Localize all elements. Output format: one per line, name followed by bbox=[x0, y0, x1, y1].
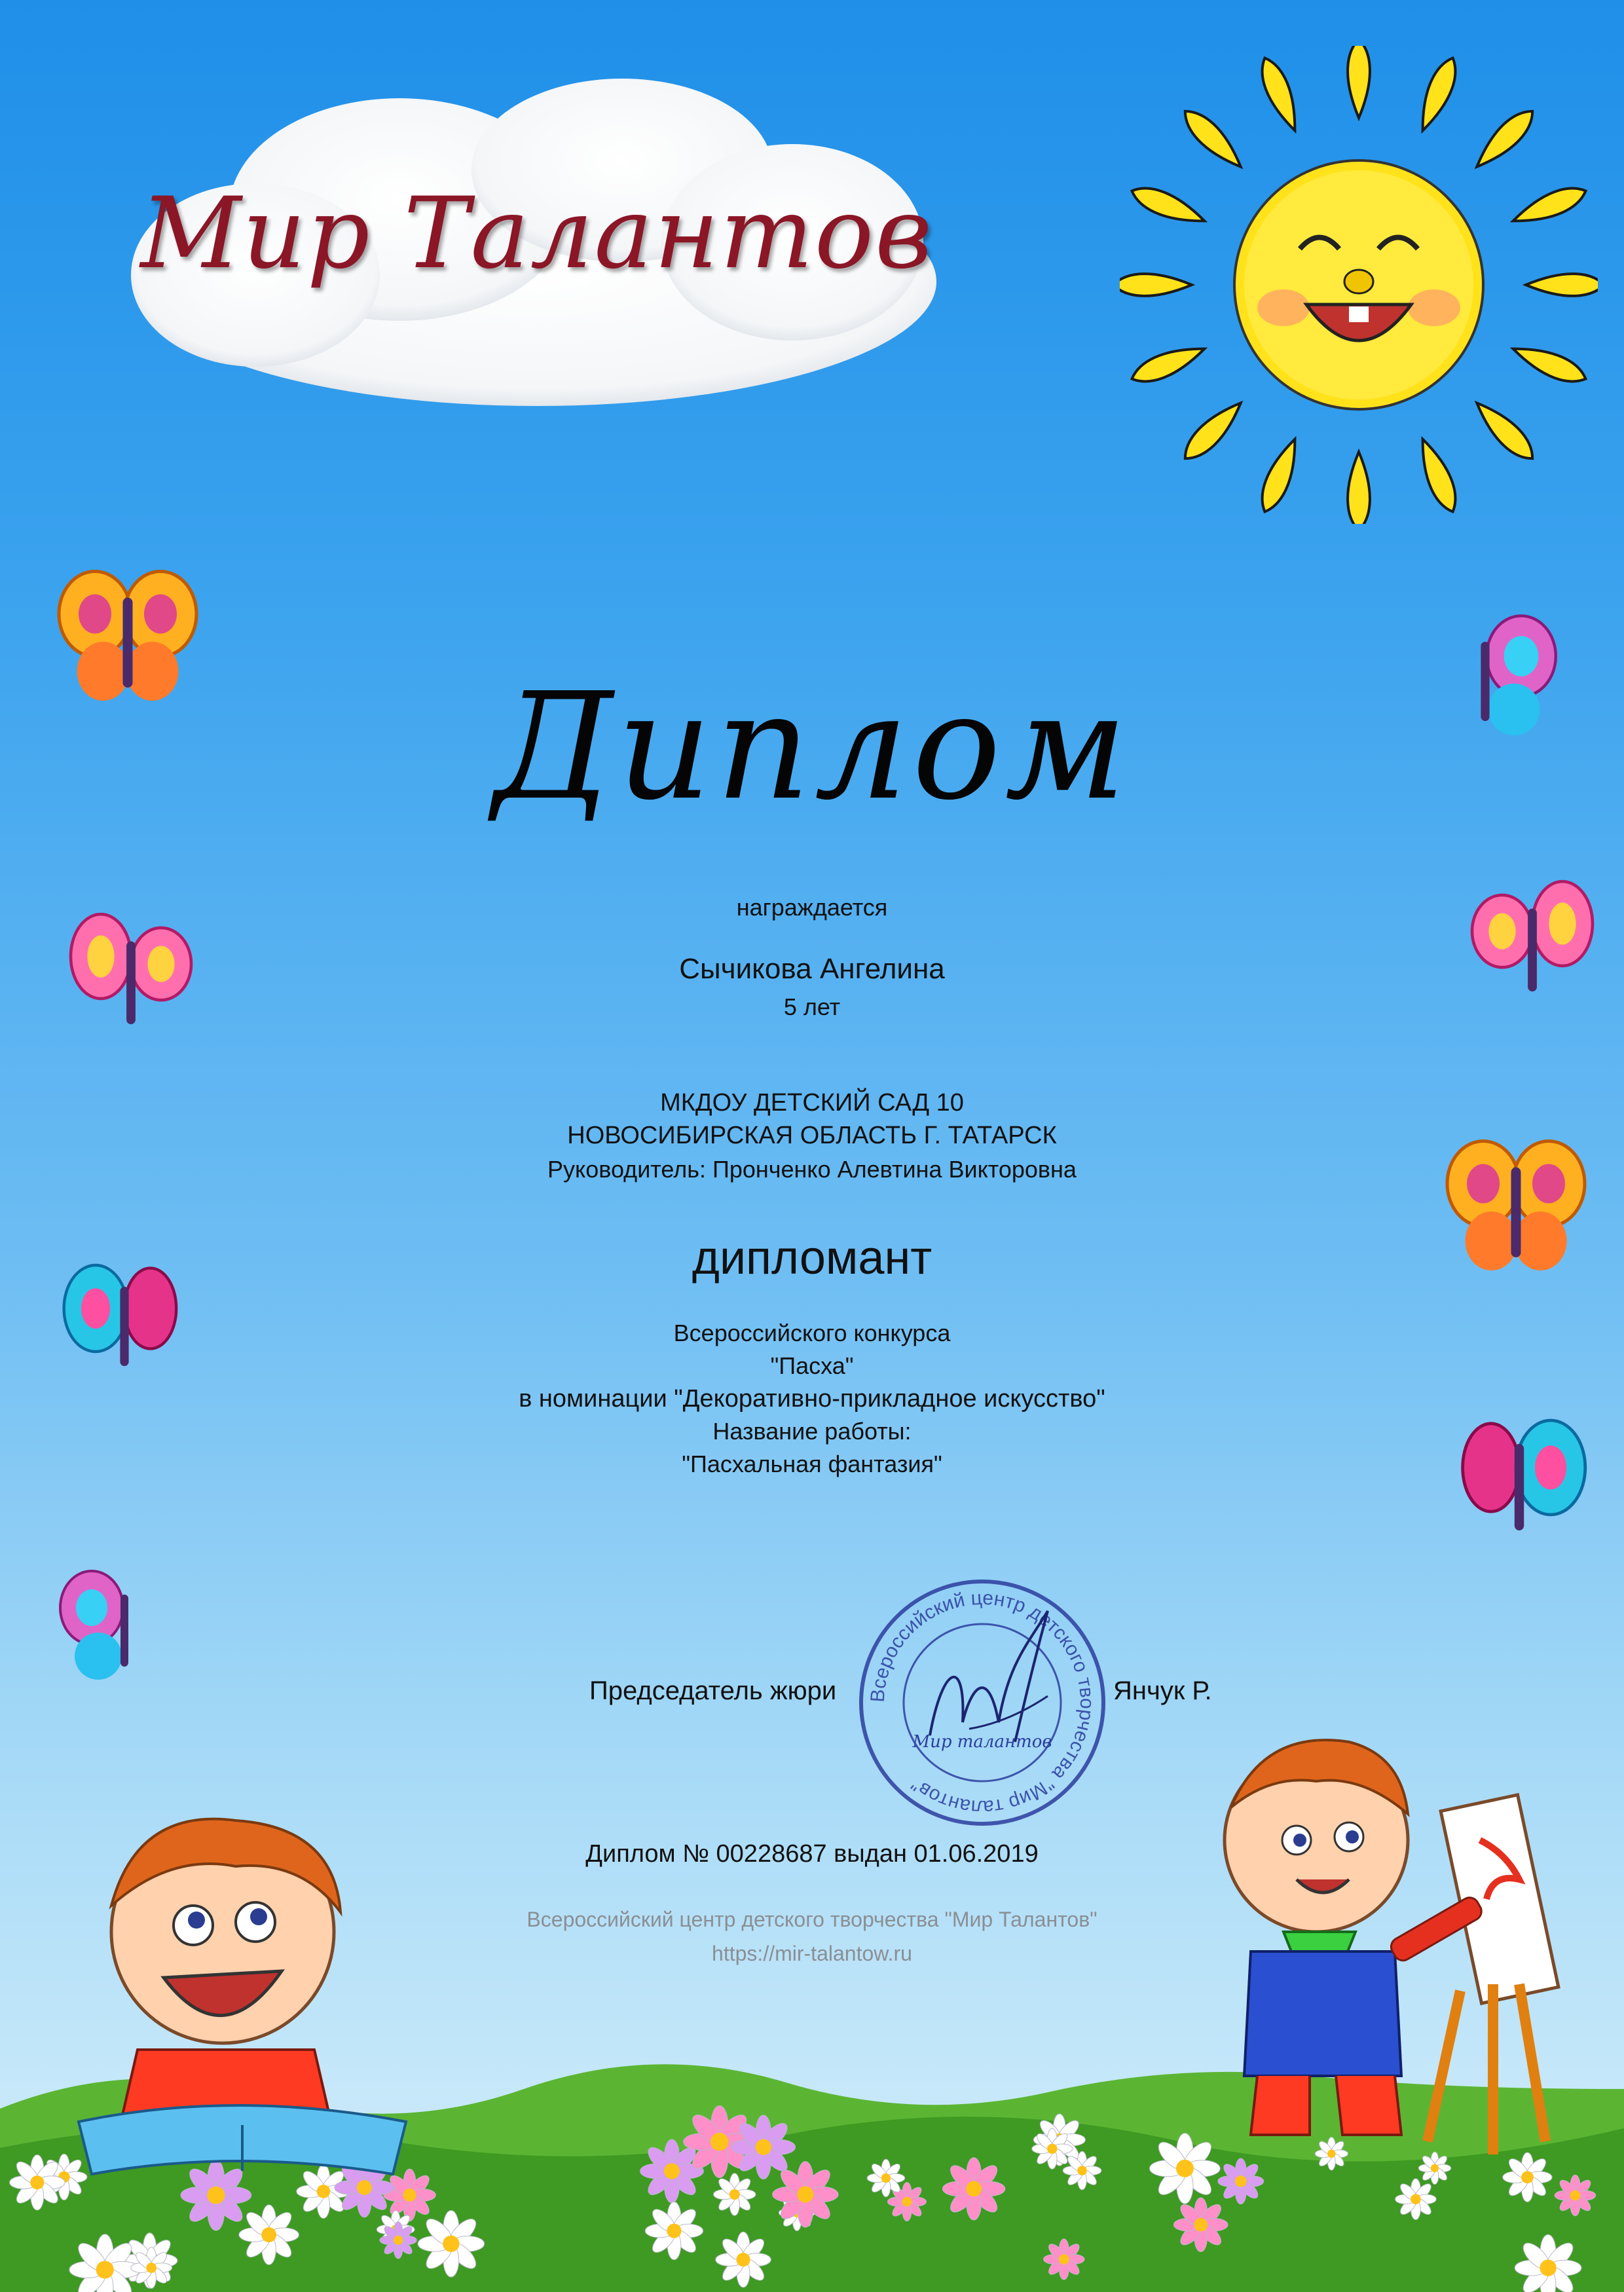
sun-ray bbox=[1120, 274, 1192, 296]
sun-ray bbox=[1412, 435, 1463, 516]
flower-icon bbox=[773, 2162, 838, 2227]
flower-icon bbox=[731, 2115, 795, 2179]
contest-name: "Пасха" bbox=[770, 1352, 854, 1379]
flower-icon bbox=[714, 2173, 756, 2215]
flower-icon bbox=[867, 2159, 905, 2197]
work-title-label: Название работы: bbox=[712, 1418, 912, 1445]
flower-icon bbox=[380, 2222, 416, 2259]
flower-icon bbox=[418, 2211, 485, 2278]
sun-ray bbox=[1348, 46, 1370, 118]
organization-line: НОВОСИБИРСКАЯ ОБЛАСТЬ Г. ТАТАРСК bbox=[567, 1122, 1057, 1149]
recipient-age: 5 лет bbox=[783, 993, 841, 1020]
flower-icon bbox=[239, 2205, 299, 2265]
sun-ray bbox=[1509, 339, 1590, 389]
stamp-ring-text: Всероссийский центр детского творчества "Мир талантов" bbox=[866, 1587, 1098, 1819]
stamp-center-text: Мир талантов bbox=[912, 1732, 1052, 1752]
flower-icon bbox=[1063, 2151, 1101, 2190]
butterfly-icon bbox=[46, 1552, 177, 1703]
flower-icon bbox=[1173, 2198, 1228, 2252]
flower-icon bbox=[1218, 2158, 1264, 2204]
nomination-line: в номинации "Декоративно-прикладное искусство" bbox=[519, 1385, 1105, 1413]
jury-label: Председатель жюри bbox=[589, 1676, 837, 1705]
sun-ray bbox=[1412, 54, 1463, 135]
footer-organization: Всероссийский центр детского творчества "Мир Талантов" bbox=[526, 1908, 1098, 1931]
sun-ray bbox=[1177, 395, 1249, 466]
flower-icon bbox=[1032, 2128, 1073, 2169]
diploma-number: Диплом № 00228687 выдан 01.06.2019 bbox=[585, 1840, 1039, 1868]
organization-line: МКДОУ ДЕТСКИЙ САД 10 bbox=[660, 1089, 964, 1117]
supervisor-line: Руководитель: Пронченко Алевтина Викторовна bbox=[547, 1156, 1077, 1183]
footer-url[interactable]: https://mir-talantow.ru bbox=[712, 1942, 912, 1965]
sun-ray bbox=[1177, 103, 1249, 175]
official-stamp bbox=[851, 1572, 1113, 1834]
contest-line: Всероссийского конкурса bbox=[673, 1320, 951, 1346]
sun-ray bbox=[1255, 435, 1305, 516]
sun-ray bbox=[1509, 181, 1590, 231]
sun-illustration bbox=[1120, 46, 1598, 524]
flower-icon bbox=[131, 2247, 172, 2289]
signature bbox=[930, 1611, 1048, 1742]
flower-icon bbox=[1555, 2175, 1596, 2216]
boy-reading-illustration bbox=[39, 1781, 445, 2200]
flower-icon bbox=[1418, 2152, 1451, 2185]
flower-icon bbox=[1503, 2153, 1552, 2202]
recipient-name: Сычикова Ангелина bbox=[679, 953, 945, 985]
award-rank: дипломант bbox=[692, 1232, 932, 1284]
sun-ray bbox=[1128, 339, 1209, 389]
flower-icon bbox=[716, 2232, 771, 2287]
sun-ray bbox=[1348, 452, 1370, 524]
sun-ray bbox=[1128, 181, 1209, 231]
sun-ray bbox=[1469, 103, 1540, 175]
work-title: "Пасхальная фантазия" bbox=[682, 1451, 942, 1477]
sun-ray bbox=[1469, 395, 1540, 466]
diploma-title: Диплом bbox=[492, 661, 1131, 833]
flower-icon bbox=[1044, 2239, 1084, 2280]
flower-icon bbox=[942, 2158, 1005, 2220]
flower-icon bbox=[645, 2202, 703, 2259]
awarded-label: награждается bbox=[736, 894, 888, 921]
sun-ray bbox=[1526, 274, 1598, 296]
sun-ray bbox=[1255, 54, 1305, 135]
flower-icon bbox=[1395, 2179, 1437, 2220]
boy-painting-illustration bbox=[1153, 1709, 1572, 2154]
jury-name: Янчук Р. bbox=[1113, 1676, 1212, 1705]
brand-title: Мир Талантов bbox=[140, 177, 934, 291]
